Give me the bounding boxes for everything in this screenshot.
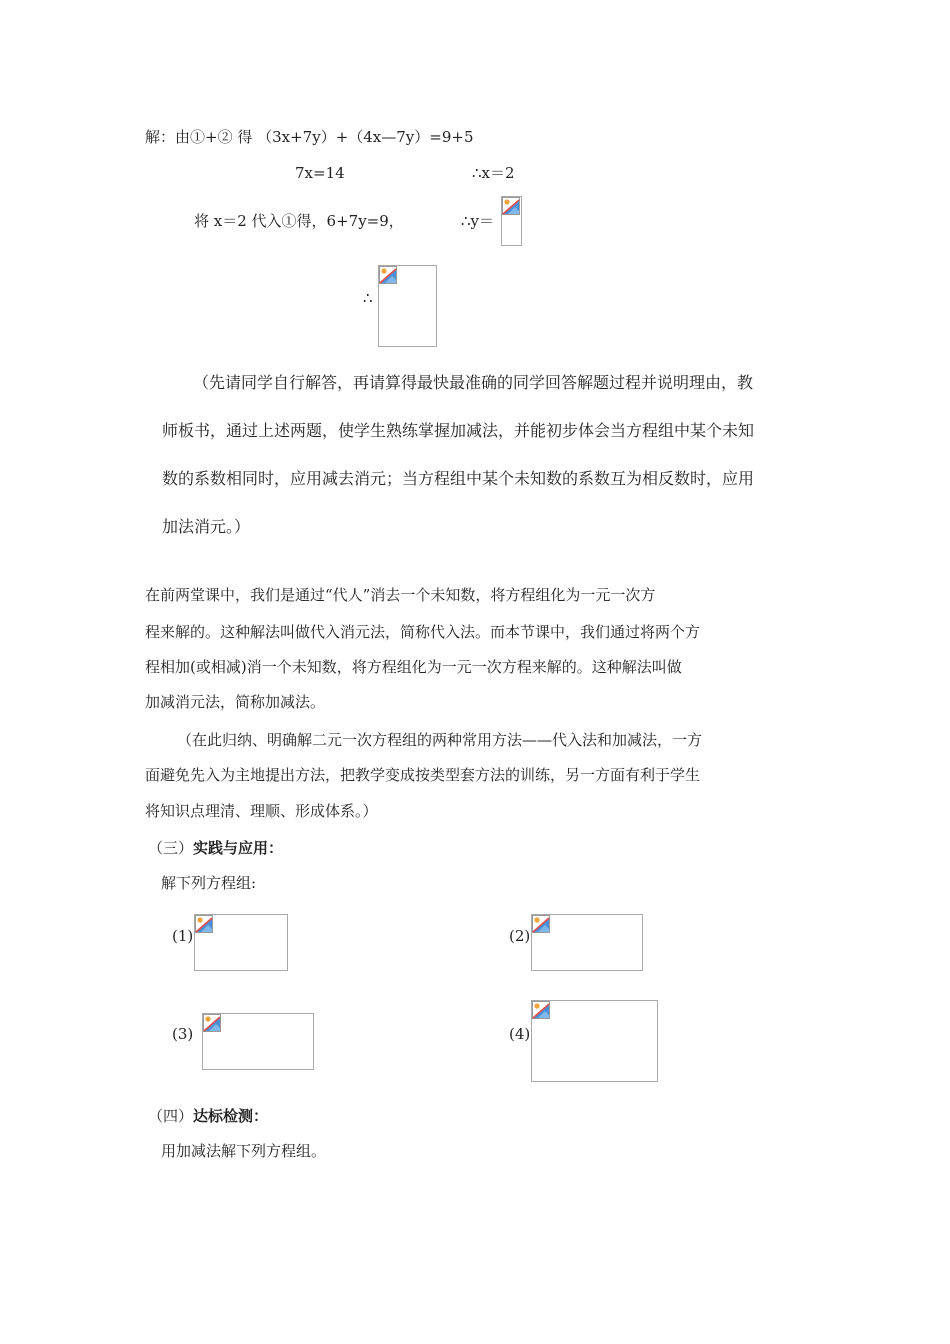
solution-line-3a: 将 x＝2 代入①得，6+7y=9，: [194, 212, 404, 230]
solution-line-2a: 7x=14: [295, 164, 345, 182]
problem-4-label: (4): [509, 1025, 531, 1043]
intro-line-1: 在前两堂课中，我们是通过“代人”消去一个未知数，将方程组化为一元一次方: [145, 586, 656, 604]
problem-3-equation-image: [202, 1013, 314, 1070]
solution-line-2b: ∴x＝2: [472, 164, 515, 182]
section-4-heading-prefix: （四）: [148, 1107, 194, 1125]
teacher-note-2-line-1: （在此归纳、明确解二元一次方程组的两种常用方法——代入法和加减法，一方: [177, 731, 703, 749]
teacher-note-2-line-3: 将知识点理清、理顺、形成体系。）: [145, 802, 378, 820]
broken-image-icon: [532, 915, 550, 933]
problem-1-label: (1): [172, 927, 194, 945]
solution-line-1: 解：由①+② 得 （3x+7y）+（4x—7y）=9+5: [145, 128, 474, 146]
problem-2-equation-image: [531, 914, 643, 971]
section-4-heading: [148, 1106, 268, 1126]
teacher-note-1-line-1: （先请同学自行解答，再请算得最快最准确的同学回答解题过程并说明理由，教: [193, 373, 754, 392]
problem-4-equation-image: [531, 1000, 658, 1082]
section-3-heading-prefix: （三）: [148, 839, 194, 857]
teacher-note-1-line-4: 加法消元。）: [162, 517, 251, 536]
intro-line-4: 加减消元法，简称加减法。: [145, 693, 326, 711]
solution-line-4: ∴: [363, 289, 373, 307]
section-3-instruction: 解下列方程组:: [161, 874, 257, 892]
broken-image-icon: [532, 1001, 550, 1019]
section-3-heading: [148, 838, 283, 858]
equation-image-result: [378, 265, 437, 347]
section-3-heading-text: 实践与应用：: [193, 839, 284, 857]
problem-2-label: (2): [509, 927, 531, 945]
broken-image-icon: [379, 266, 397, 284]
equation-image-y: [501, 196, 522, 246]
broken-image-icon: [203, 1014, 221, 1032]
problem-1-equation-image: [194, 914, 288, 971]
problem-3-label: (3): [172, 1025, 194, 1043]
teacher-note-2-line-2: 面避免先入为主地提出方法，把教学变成按类型套方法的训练，另一方面有利于学生: [145, 766, 701, 784]
intro-line-2: 程来解的。这种解法叫做代入消元法，简称代入法。而本节课中，我们通过将两个方: [145, 623, 701, 641]
section-4-instruction: 用加减法解下列方程组。: [161, 1142, 327, 1160]
broken-image-icon: [502, 197, 520, 215]
teacher-note-1-line-2: 师板书，通过上述两题，使学生熟练掌握加减法，并能初步体会当方程组中某个未知: [162, 421, 755, 440]
section-4-heading-text: 达标检测：: [193, 1107, 269, 1125]
broken-image-icon: [195, 915, 213, 933]
intro-line-3: 程相加(或相减)消一个未知数，将方程组化为一元一次方程来解的。这种解法叫做: [145, 658, 682, 676]
teacher-note-1-line-3: 数的系数相同时，应用减去消元；当方程组中某个未知数的系数互为相反数时，应用: [162, 469, 755, 488]
solution-line-3b: ∴y＝: [461, 212, 495, 230]
